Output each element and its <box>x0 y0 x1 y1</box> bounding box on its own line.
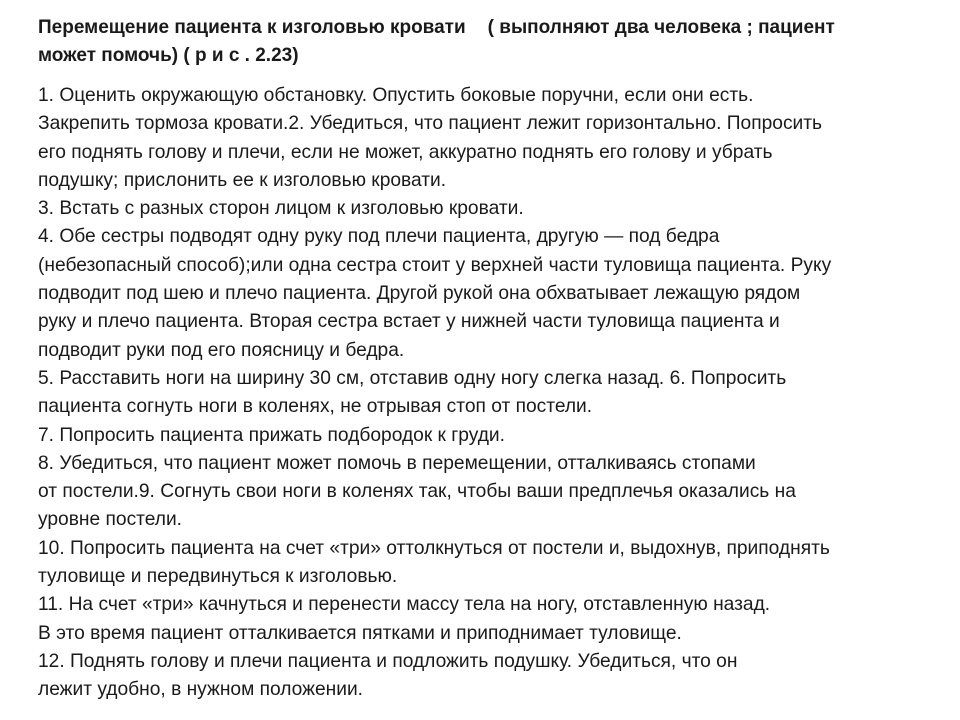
body-line: от постели.9. Согнуть свои ноги в коленях так, чтобы ваши предплечья оказались на <box>38 481 796 503</box>
title-line-1 <box>38 14 938 42</box>
body-line: Закрепить тормоза кровати.2. Убедиться, что пациент лежит горизонтально. Попросить <box>38 113 823 135</box>
body-line: лежит удобно, в нужном положении. <box>38 679 363 701</box>
body-line: 8. Убедиться, что пациент может помочь в перемещении, отталкиваясь стопами <box>38 452 756 474</box>
body-line: уровне постели. <box>38 509 183 531</box>
body-line: подушку; прислонить ее к изголовью кровати. <box>38 169 447 191</box>
body-line: 5. Расставить ноги на ширину 30 см, отставив одну ногу слегка назад. 6. Попросить <box>38 367 787 389</box>
body-line: 11. На счет «три» качнуться и перенести массу тела на ногу, отставленную назад. <box>38 594 771 616</box>
body-line: его поднять голову и плечи, если не может, аккуратно поднять его голову и убрать <box>38 141 773 163</box>
body-line: 3. Встать с разных сторон лицом к изголовью кровати. <box>38 198 524 220</box>
title-line-2: может помочь) ( р и с . 2.23) <box>38 45 299 66</box>
body-line: 4. Обе сестры подводят одну руку под плечи пациента, другую — под бедра <box>38 226 720 248</box>
slide-title <box>38 14 938 70</box>
body-line: (небезопасный способ);или одна сестра стоит у верхней части туловища пациента. Руку <box>38 254 832 276</box>
body-line: В это время пациент отталкивается пятками и приподнимает туловище. <box>38 622 682 644</box>
title-part-1: Перемещение пациента к изголовью кровати <box>38 17 466 38</box>
body-line: подводит под шею и плечо пациента. Другой рукой она обхватывает лежащую рядом <box>38 283 801 305</box>
body-line: пациента согнуть ноги в коленях, не отрывая стоп от постели. <box>38 396 593 418</box>
body-line: подводит руки под его поясницу и бедра. <box>38 339 405 361</box>
instructions-body <box>38 82 938 705</box>
body-line: 12. Поднять голову и плечи пациента и подложить подушку. Убедиться, что он <box>38 650 738 672</box>
title-part-2: ( выполняют два человека ; пациент <box>487 17 835 38</box>
body-line: 10. Попросить пациента на счет «три» оттолкнуться от постели и, выдохнув, приподнять <box>38 537 830 559</box>
body-line: туловище и передвинуться к изголовью. <box>38 566 398 588</box>
body-line: руку и плечо пациента. Вторая сестра встает у нижней части туловища пациента и <box>38 311 780 333</box>
body-line: 7. Попросить пациента прижать подбородок к груди. <box>38 424 505 446</box>
body-line: 1. Оценить окружающую обстановку. Опустить боковые поручни, если они есть. <box>38 85 754 106</box>
